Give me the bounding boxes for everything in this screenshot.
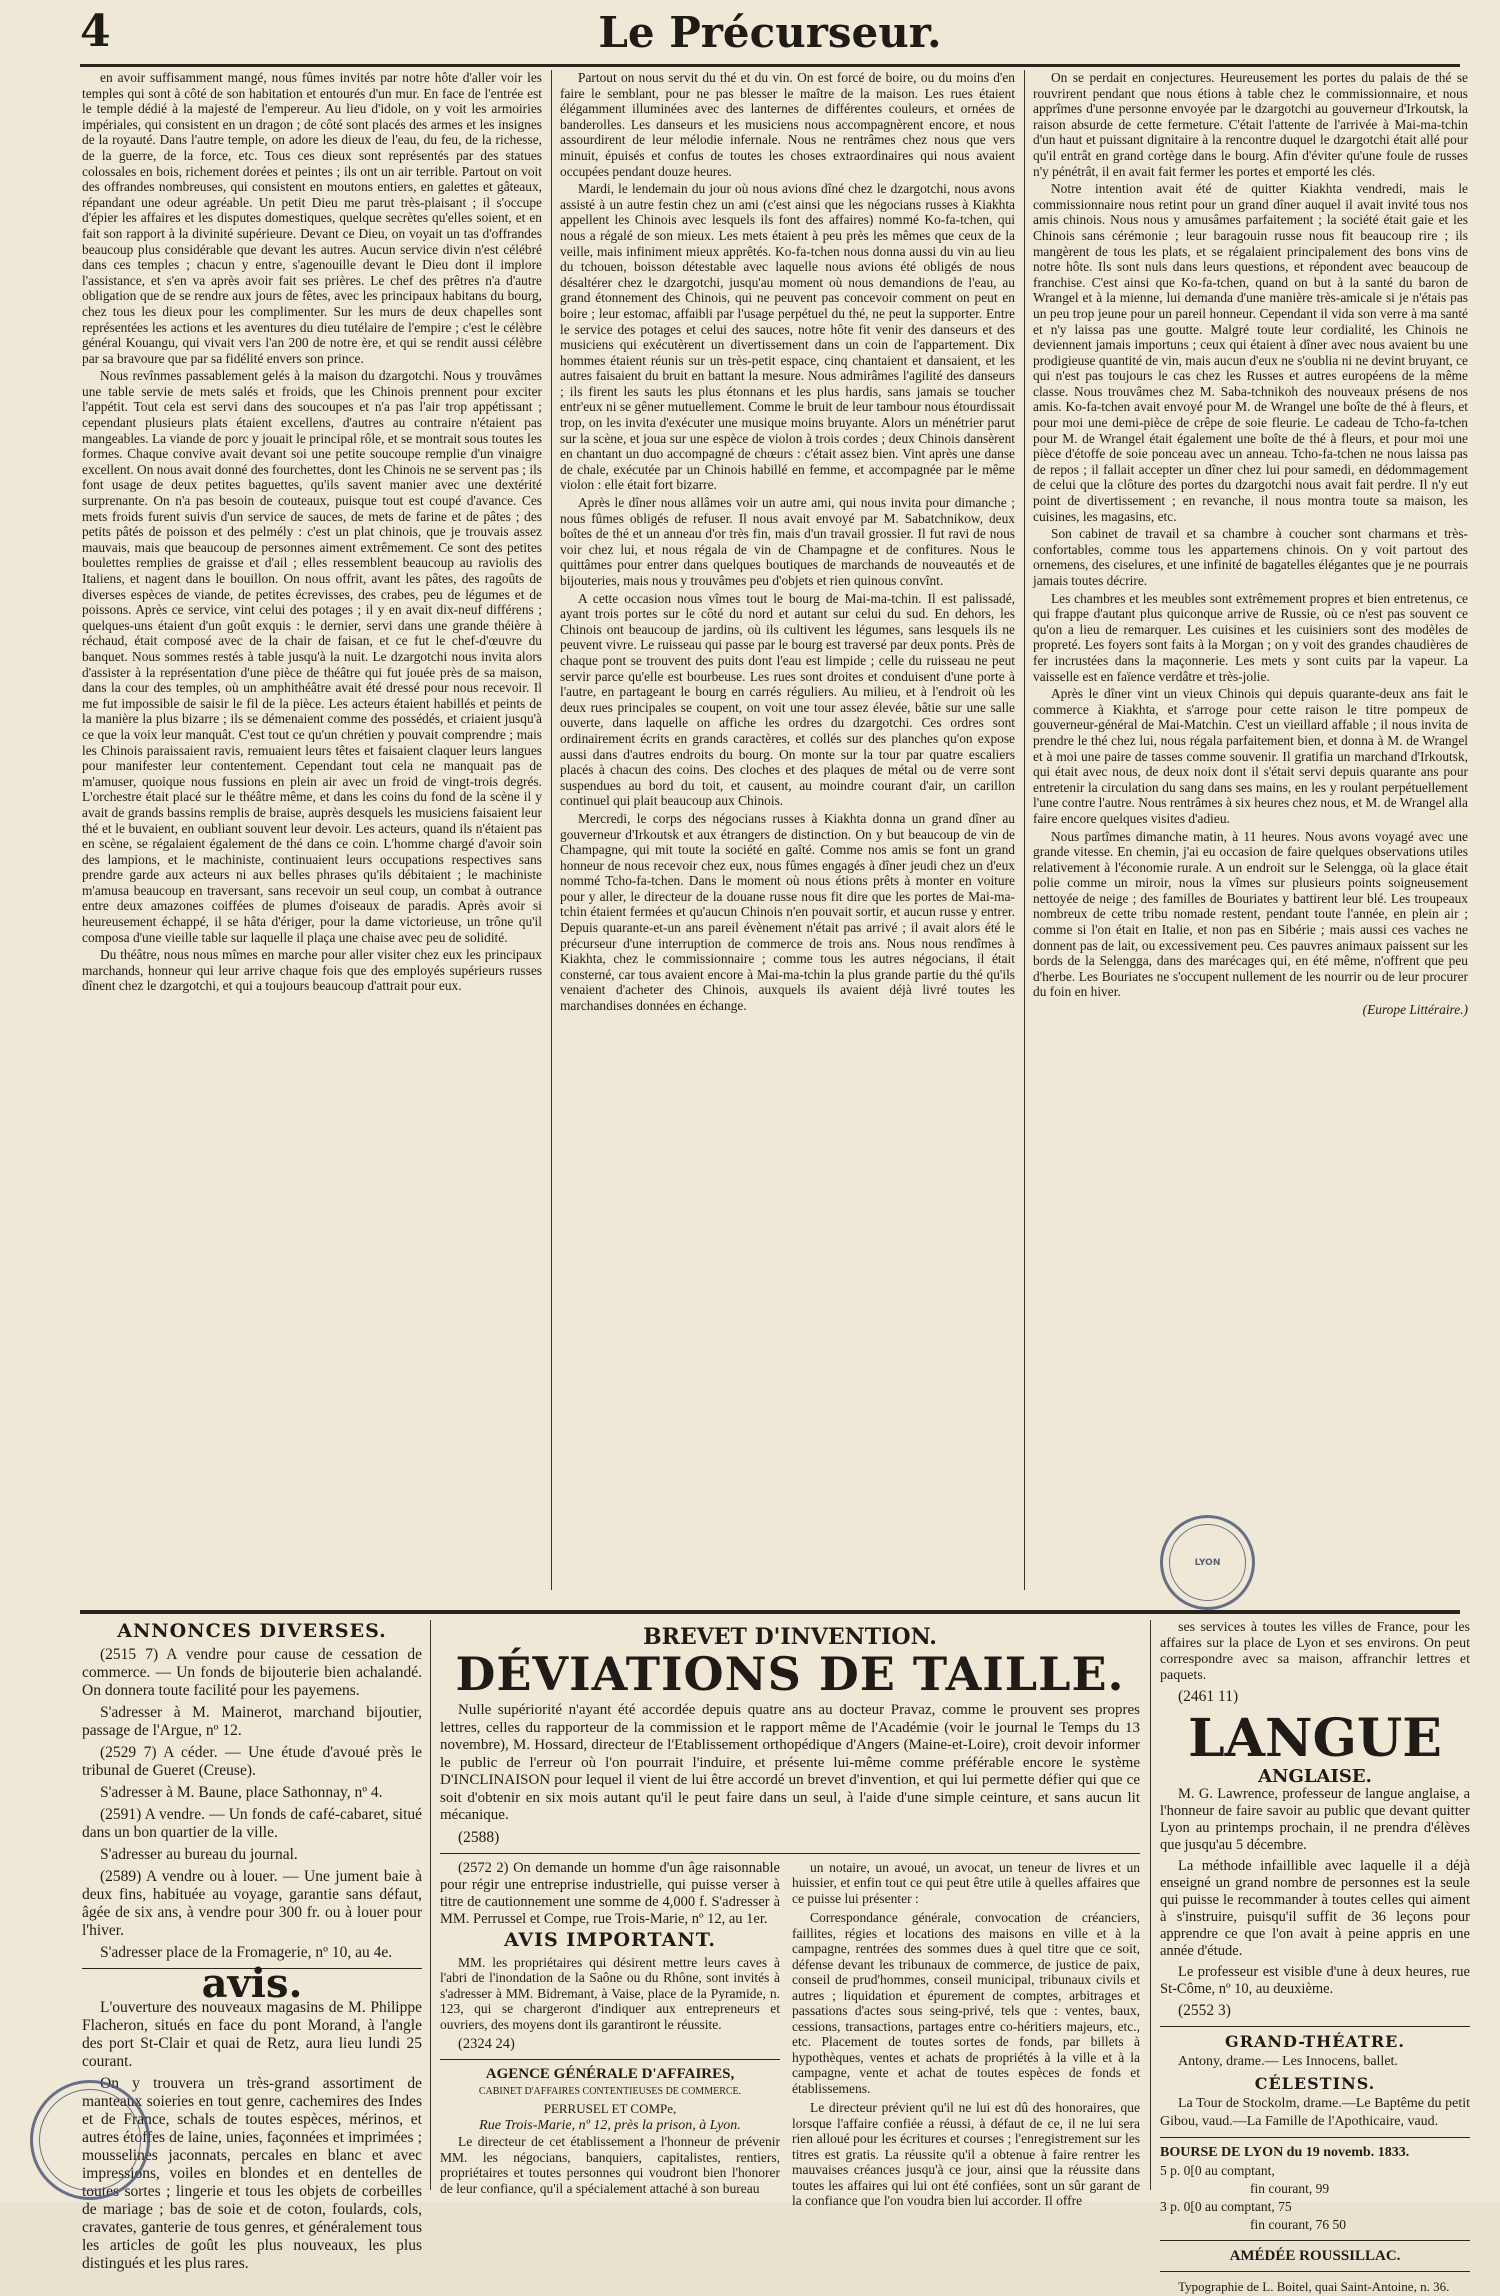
- deviations-text: Nulle supériorité n'ayant été accordée depuis quatre ans au docteur Pravaz, comme le prouvent ses propres lettres, celles du rapporteur de la commission et le rapport même de l'Académie (voir le journal le Temps du 13 novembre), M. Hossard, directeur de l'Etablissement orthopédique d'Angers (Maine-et-Loire), croit devoir informer le public de l'erreur où l'on pourrait l'induire, et présente lui-même comme préférable encore le système D'INCLINAISON pour lequel il vient de lui être accordé un brevet d'invention, et qui lui permette défier qui que ce soit d'obtenir en six mois autant qu'il le peut faire dans un seul, à l'aide d'une simple ceinture, et sans aucun lit mécanique.: [440, 1702, 1140, 1823]
- ad-reference: (2461 11): [1178, 1688, 1239, 1705]
- ad-reference: (2552 3): [1178, 2002, 1231, 2019]
- bourse-heading: BOURSE DE LYON du 19 novemb. 1833.: [1160, 2145, 1410, 2160]
- bourse-row: 5 p. 0[0 au comptant,: [1160, 2163, 1275, 2178]
- column-divider: [430, 1620, 431, 2190]
- article-signature: (Europe Littéraire.): [1362, 1002, 1468, 1018]
- article-paragraph: Mercredi, le corps des négocians russes à Kiakhta donna un grand dîner au gouverneur d'Irkoutsk et aux étrangers de distinction. On y but beaucoup de vin de Champagne, qui mit toute la société en gaîté. Comme nos amis se font un grand honneur de nous recevoir chez eux, nous fûmes engagés à dîner jeudi chez un d'eux nommé Tcho-fa-tchen. Dans le moment où nous étions prêts à monter en voiture pour y aller, le directeur de la douane russe nous fit dire que les portes de Mai-ma-tchin étaient fermées et qu'aucun Chinois n'en pouvait sortir, et aucun russe y entrer. Depuis quarante-et-un ans pareil évènement n'était pas arrivé ; il avait alors été le précurseur d'une interruption de commerce de trois ans. Nous nous rendîmes à Kiakhta, chez le commissionnaire ; comme tous les autres négocians, il était consterné, car tous avaient encore à Mai-ma-tchin la plus grande partie du thé qu'ils venaient d'acheter des Chinois, auxquels ils avaient déjà livré toutes les marchandises données en échange.: [560, 810, 1015, 1014]
- ad-item: S'adresser au bureau du journal.: [100, 1846, 298, 1863]
- ad-item: S'adresser à M. Mainerot, marchand bijoutier, passage de l'Argue, nº 12.: [82, 1704, 422, 1739]
- article-column-1: [82, 70, 542, 1590]
- agence-final-text: ses services à toutes les villes de France, pour les affaires sur la place de Lyon et ses environs. On peut correspondre avec sa maison, affranchir lettres et paquets.: [1160, 1620, 1470, 1683]
- ad-item: S'adresser à M. Baune, place Sathonnay, nº 4.: [100, 1784, 383, 1801]
- article-paragraph: Notre intention avait été de quitter Kiakhta vendredi, mais le commissionnaire nous retint pour un grand dîner auquel il avait invité tous nos amis chinois. Nous nous y amusâmes parfaitement ; la société était gaie et les Chinois sans cérémonie ; leur baragouin russe nous fit beaucoup rire ; ils mangèrent de tous les plats, et se régalaient principalement des bons vins de notre hôte. Ils sont nuls dans leurs questions, et répondent avec beaucoup de franchise. C'est ainsi que Ko-fa-tchen, quand on but à la santé du baron de Wrangel et à la mienne, lui demanda d'une manière très-amicale si je n'étais pas un peu trop jeune pour un pareil honneur. Cependant il vida son verre à ma santé et n'y laissa pas une goutte. Malgré toute leur cordialité, les Chinois ne deviennent jamais importuns ; ceux qui étaient à dîner avec nous avaient bu une prodigieuse quantité de vin, mais aucun d'eux ne s'oublia ni ne devint bruyant, ce qui n'est pas toujours le cas chez les Russes et autres européens de la même classe. Nous trouvâmes chez M. Saba-tchnikoh des nouveaux présens de nos amis. Ko-fa-tchen avait envoyé pour M. de Wrangel une boîte de thé à fleurs, et pour moi une demi-pièce de crêpe de soie fleurie. Le cadeau de Tcho-fa-tchen pour M. de Wrangel était également une boîte de thé à fleurs, et pour moi une pièce d'étoffe de soie ponceau avec un anneau. Tcho-fa-tchen ne nous laissa pas de repos ; il fallait accepter un dîner chez lui pour samedi, en dédommagement de celui que la clôture des portes du dzargotchi nous avait fait perdre. Il n'y eut point de divertissement ; en revanche, il nous montra toute sa maison, les cuisines, les magasins, etc.: [1033, 181, 1468, 524]
- langue-paragraph: La méthode infaillible avec laquelle il a déjà enseigné un grand nombre de personnes est la seule qui puisse le recommander à toutes celles qui aiment à s'instruire, puisqu'il suffit de 36 leçons pour apprendre ce que l'on avait à peine appris en une année d'étude.: [1160, 1858, 1470, 1959]
- bourse-row: 3 p. 0[0 au comptant, 75: [1160, 2199, 1292, 2214]
- avis-paragraph: L'ouverture des nouveaux magasins de M. Philippe Flacheron, situés en face du pont Morand, à l'angle des port St-Clair et quai de Retz, aura lieu lundi 25 courant.: [82, 1999, 422, 2070]
- avis-important-text: MM. les propriétaires qui désirent mettre leurs caves à l'abri de l'inondation de la Saône ou du Rhône, sont invités à s'adresser à MM. Bidremant, à Vaise, place de la Pyramide, n. 123, qui se chargeront d'indiquer aux entrepreneurs et ouvriers, des moyens dont ils garantiront le réussite.: [440, 1954, 780, 2032]
- article-column-2: [560, 70, 1015, 1590]
- article-paragraph: A cette occasion nous vîmes tout le bourg de Mai-ma-tchin. Il est palissadé, ayant trois portes sur le côté du nord et autant sur celui du sud. En dehors, les Chinois ont beaucoup de jardins, où ils cultivent les légumes, sans lesquels ils ne peuvent vivre. Le ruisseau qui passe par le bourg est traversé par deux ponts. Près de chaque pont se trouvent des puits dont l'eau est limpide ; celle du ruisseau ne peut servir parce qu'elle est bourbeuse. Les rues sont droites et conduisent d'une porte à l'autre, en partageant le bourg en carrés réguliers. Au milieu, et à l'endroit où les deux rues principales se coupent, on voit une tour assez élevée, bâtie sur une salle ouverte, dans laquelle on affiche les ordres du dzargotchi. Ces ordres sont ordinairement écrits en grands caractères, et collés sur des planches qu'on expose aussi dans d'autres endroits du bourg. On monte sur la tour par quatre escaliers placés à chacun des coins. Des cloches et des plaques de métal ou de verre sont suspendues au bord du toit, et causent, au moindre courant d'air, un carillon continuel qui plait beaucoup aux Chinois.: [560, 590, 1015, 809]
- avis-paragraph: On y trouvera un très-grand assortiment de manteaux soieries en tout genre, cachemires des Indes et de France, schals de toutes espèces, mérinos, et autres étoffes de laine, unies, façonnées et imprimées ; mousselines jaconnats, percales en blanc et avec impressions, voiles en blondes et en dentelles de toutes sortes ; lingerie et tous les objets de corbeilles de mariage ; bas de soie et de coton, foulards, cols, cravates, ganterie de tous genres, et généralement tous les articles de goût les plus nouveaux, les plus distingués et les plus rares.: [82, 2075, 422, 2272]
- ad-divider: [440, 2059, 780, 2060]
- annonces-heading: ANNONCES DIVERSES.: [117, 1620, 387, 1642]
- celestins-heading: CÉLESTINS.: [1254, 2074, 1376, 2093]
- library-stamp-icon: [1160, 1515, 1255, 1610]
- agence-subheading: CABINET D'AFFAIRES CONTENTIEUSES DE COMMERCE.: [478, 2086, 742, 2097]
- article-paragraph: Après le dîner vint un vieux Chinois qui depuis quarante-deux ans fait le commerce à Kiakhta, et s'arroge pour cette raison le titre pompeux de gouverneur-général de Mai-Matchin. C'est un vieillard affable ; il nous invita de prendre le thé chez lui, nous régala parfaitement bien, et donna à M. de Wrangel et à moi une paire de tasses comme souvenir. Il gratifia un marchand d'Irkoutsk, qui était avec nous, de deux noix dont il s'était servi depuis quarante ans pour entretenir la circulation du sang dans ses mains, en les y roulant perpétuellement l'une contre l'autre. Nous rentrâmes à six heures chez nous, et M. de Wrangel alla faire encore quelques visites d'adieu.: [1033, 686, 1468, 826]
- column-divider: [1150, 1620, 1151, 2190]
- theatre-heading: GRAND-THÉATRE.: [1225, 2032, 1405, 2051]
- ad-divider: [1160, 2137, 1470, 2138]
- ads-column-2: [440, 1620, 1140, 2208]
- avis-important-heading: AVIS IMPORTANT.: [503, 1928, 717, 1951]
- brevet-heading: BREVET D'INVENTION.: [643, 1624, 937, 1650]
- langue-paragraph: Le professeur est visible d'une à deux heures, rue St-Côme, nº 10, au deuxième.: [1160, 1964, 1470, 1997]
- agence-name: PERRUSEL ET COMPe,: [543, 2101, 677, 2116]
- agence-text-continued: Le directeur prévient qu'il ne lui est dû des honoraires, que lorsque l'affaire confiée a réussi, à défaut de ce, il ne lui sera rien alloué pour les écritures et courses ; l'enregistrement sur les titres est gratis. La réussite qu'il a obtenue à faire rentrer les mauvaises créances jusqu'à ce jour, ainsi que la réussite dans toutes les affaires qui lui ont été confiées, sont un sûr garant de la confiance que l'on voudra bien lui accorder. Il offre: [792, 2100, 1140, 2208]
- ad-item: (2589) A vendre ou à louer. — Une jument baie à deux fins, habituée au voyage, garantie sans défaut, âgée de six ans, à vendre pour 300 fr. ou à louer pour l'hiver.: [82, 1868, 422, 1939]
- article-paragraph: Du théâtre, nous nous mîmes en marche pour aller visiter chez eux les principaux marchands, honneur qui leur arrive chaque fois que des employés supérieurs russes dînent chez le dzargotchi, et qui a toujours beaucoup d'attrait pour eux.: [82, 947, 542, 994]
- seal-stamp-icon: [30, 2080, 150, 2200]
- section-rule: [80, 1610, 1460, 1614]
- ad-reference: (2588): [458, 1828, 500, 1846]
- stamp-ring: [1169, 1524, 1246, 1601]
- article-paragraph: Les chambres et les meubles sont extrêmement propres et bien entretenus, ce qui frappe d'autant plus quiconque arrive de Russie, où ce n'est pas souvent ce qu'on a lieu de remarquer. Les cuisines et les cuisiniers sont des modèles de propreté. Les foyers sont faits à la Morgan ; on y voit des grandes chaudières de fer incrustées dans la maçonnerie. Les mets y sont cuits par la vapeur. La vaisselle est en faïence verdâtre et très-jolie.: [1033, 590, 1468, 684]
- agence-text-continued: Correspondance générale, convocation de créanciers, faillites, régies et locations des maisons en ville et à la campagne, rentrées des sommes dues à quel titre que ce soit, défense devant les tribunaux de commerce, de justice de paix, conseil de prud'hommes, conseil municipal, tribunaux civils et autres ; liquidation et épurement de comptes, arbitrages et passations d'actes sous seing-privé, tels que : ventes, baux, cessions, transactions, partages entre co-héritiers majeurs, etc., etc. Placement de toutes sortes de fonds, par billets à hypothèques, ventes et achats de propriétés à la ville et à la campagne, vente et achat de toutes espèces de fonds et établissemens.: [792, 1910, 1140, 2096]
- article-paragraph: Partout on nous servit du thé et du vin. On est forcé de boire, ou du moins d'en faire le semblant, pour ne pas blesser le maître de la maison. Les rues étaient élégamment illuminées avec des lanternes de différentes couleurs, et ornées de banderolles. Les danseurs et les musiciens nous accompagnèrent encore, et nous assourdirent de leur mélodie infernale. Nous ne rentrâmes chez nous que vers minuit, épuisés et confus de toutes les choses extraordinaires qui nous avaient occupées pendant douze heures.: [560, 70, 1015, 179]
- bourse-row: fin courant, 99: [1250, 2181, 1330, 2196]
- newspaper-title: Le Précurseur.: [598, 8, 942, 57]
- ad-divider: [1160, 2240, 1470, 2241]
- celestins-text: La Tour de Stockolm, drame.—Le Baptême du petit Gibou, vaud.—La Famille de l'Apothicaire, vaud.: [1160, 2096, 1470, 2129]
- article-paragraph: en avoir suffisamment mangé, nous fûmes invités par notre hôte d'aller voir les temples qui sont à côté de son habitation et entourés d'un mur. En face de l'entrée est le temple dédié à la majesté de l'empereur. Au lieu d'idole, on y voit les armoiries impériales, qui consistent en un dragon ; de côté sont placés des armes et les insignes de la royauté. Dans l'autre temple, on adore les dieux de l'eau, du feu, de la richesse, de la guerre, de la force, etc. Tous ces dieux sont représentés par des statues colossales en bois, richement dorées et peintes ; ils ont un air terrible. Partout on voit des offrandes nombreuses, qui consistent en moutons entiers, en galettes et gâteaux, répandant une odeur agréable. Un petit Dieu me parut très-plaisant ; il s'occupe d'épier les affaires et les disputes domestiques, quelque secrètes qu'elles soient, et en fait son rapport à la divinité supérieure. Devant ce Dieu, on voyait un tas d'offrandes beaucoup plus considérable que devant les autres. Aucun service divin n'est célébré dans ces temples ; chacun y entre, s'agenouille devant le Dieu dont il implore l'assistance, et s'en va après avoir fait ses prières. Le chef des prêtres n'a d'autre obligation que de se rendre aux jours de fêtes, avec les principaux habitans du bourg, chez tous les dieux pour les complimenter. Sur les murs de deux chapelles sont représentées les actions et les aventures du dieu tutélaire de l'empire ; c'est le célèbre général Kouangu, qui vivait vers l'an 200 de notre ère, et qui se rendit aussi célèbre par sa bravoure que par sa fidélité envers son prince.: [82, 70, 542, 366]
- article-paragraph: Après le dîner nous allâmes voir un autre ami, qui nous invita pour dimanche ; nous fûmes obligés de refuser. Il nous avait envoyé par M. Sabatchnikow, deux boîtes de thé et un anneau d'or très fin, mais d'un travail grossier. Il fut ravi de nous voir chez lui, et nous régala de vin de Champagne et de confitures. Nous le quittâmes pour entrer dans quelques boutiques de marchands de nouveautés et de bijouteries, mais nous y trouvâmes peu d'objets et rien quinous convînt.: [560, 495, 1015, 588]
- editor-name: AMÉDÉE ROUSSILLAC.: [1229, 2248, 1401, 2264]
- demande-text: (2572 2) On demande un homme d'un âge raisonnable pour régir une entreprise industrielle, qui puisse verser à titre de cautionnement une somme de 4,000 f. S'adresser à MM. Perrussel et Compe, rue Trois-Marie, nº 12, au 1er.: [440, 1859, 780, 1927]
- ads-column-3: [1160, 1620, 1470, 2294]
- ads-subcolumn-right: [792, 1860, 1140, 2213]
- column-divider: [551, 70, 552, 1590]
- article-paragraph: Nous partîmes dimanche matin, à 11 heures. Nous avons voyagé avec une grande vitesse. En chemin, j'ai eu occasion de faire quelques observations utiles relativement à l'économie rurale. A un endroit sur le Selengga, où la glace était polie comme un miroir, nous la vîmes sur plusieurs points soigneusement nettoyée de neige ; des familles de Bouriates y battirent leur blé. Les troupeaux nombreux de cette tribu nomade restent, pendant toute l'année, en plein air ; comme si l'on était en Italie, et non pas en Sibérie ; mais aussi ces vaches ne donnent pas de lait, ou excessivement peu. Ces pauvres animaux paissent sur les bords de la Selengga, dans des marécages qui, en été même, n'offrent que peu d'herbe. Les Bouriates ne s'occupent nullement de les nourrir ou de leur procurer du foin en hiver.: [1033, 828, 1468, 1000]
- article-paragraph: Son cabinet de travail et sa chambre à coucher sont charmans et très-confortables, comme tous les appartemens chinois. On y voit partout des ornemens, des ciselures, et une infinité de bagatelles élégantes que je ne pourrais jamais toutes décrire.: [1033, 526, 1468, 588]
- article-paragraph: Mardi, le lendemain du jour où nous avions dîné chez le dzargotchi, nous avons assisté à un autre festin chez un ami (c'est ainsi que les négocians russes à Kiakhta appellent les Chinois avec lesquels ils font des affaires) nommé Ko-fa-tchen, qui nous a régalé de son mieux. Les mets étaient à peu près les mêmes que ceux de la veille, mais infiniment mieux apprêtés. Ko-fa-tchen nous donna aussi du vin au lieu du tchouen, boisson détestable avec laquelle nous avions été obligés de nous désaltérer chez le dzargotchi, jusqu'au moment où nous demandions de l'eau, au grand étonnement des Chinois, qui ne peuvent pas concevoir comment on peut en boire ; leur estomac, affaibli par l'usage perpétuel du thé, ne peut la supporter. Entre le service des potages et celui des sauces, notre hôte fit venir des danseurs et des musiciens qui exécutèrent un divertissement dans un coin de l'appartement. Dix hommes étaient réunis sur un très-petit espace, cinq chantaient et dansaient, et les autres faisaient du bruit en battant la mesure. Nous admirâmes l'agilité des danseurs ; ils firent les sauts les plus étonnans et les plus hardis, sans jamais se toucher entr'eux ni se gêner mutuellement. Comme le bruit de leur tambour nous étourdissait trop, on les invita d'exécuter une musique moins bruyante. Alors un ménétrier parut sur la scène, et joua sur une espèce de violon à trois cordes ; deux Chinois dansèrent en chantant un duo accompagné de chœurs : c'était assez bien. Vint après une danse de chale, exécutée par un Chinois habillé en femme, et accompagnée par le même violon : elle était fort bizarre.: [560, 181, 1015, 493]
- deviations-title: DÉVIATIONS DE TAILLE.: [455, 1647, 1125, 1701]
- ad-item: (2591) A vendre. — Un fonds de café-cabaret, situé dans un bon quartier de la ville.: [82, 1806, 422, 1841]
- header-rule: [80, 64, 1460, 67]
- theatre-text: Antony, drame.— Les Innocens, ballet.: [1178, 2054, 1398, 2069]
- langue-title: LANGUE: [1188, 1708, 1442, 1769]
- avis-heading: avis.: [201, 1960, 303, 2007]
- ads-subcolumn-left: [440, 1860, 780, 2213]
- ad-item: S'adresser place de la Fromagerie, nº 10, au 4e.: [100, 1944, 393, 1961]
- ad-divider: [1160, 2271, 1470, 2272]
- anglaise-subtitle: ANGLAISE.: [1258, 1766, 1372, 1787]
- article-paragraph: On se perdait en conjectures. Heureusement les portes du palais de thé se rouvrirent pendant que nous étions à table chez le commissionnaire, et nous apprîmes d'une personne envoyée par le dzargotchi au gouverneur d'Irkoutsk, la raison absurde de cette fermeture. C'était l'attente de l'arrivée à Mai-ma-tchin d'un haut et puissant dignitaire à la rencontre duquel le dzargotchi était allé pour qu'il entrât en grand cortège dans le bourg. Afin d'éviter qu'une foule de russes n'y pénétrât, il en avait fait fermer les portes et emporté les clés.: [1033, 70, 1468, 179]
- ads-subcolumns: [440, 1860, 1140, 2213]
- agence-text: Le directeur de cet établissement a l'honneur de prévenir MM. les négocians, banquiers, capitalistes, rentiers, propriétaires et toutes personnes qui voudront bien l'honorer de leur confiance, qu'il a spécialement attaché à son bureau: [440, 2134, 780, 2196]
- ad-item: (2529 7) A céder. — Une étude d'avoué près le tribunal de Gueret (Creuse).: [82, 1744, 422, 1779]
- article-paragraph: Nous revînmes passablement gelés à la maison du dzargotchi. Nous y trouvâmes une table servie de mets salés et froids, que les Chinois prennent pour exciter l'appétit. Tout cela est servi dans des soucoupes et n'a pas l'air trop appétissant ; cependant plusieurs plats étaient excellens, d'autres au contraire n'étaient pas mangeables. La viande de porc y jouait le principal rôle, et se montrait sous toutes les formes. Chaque convive avait devant soi une petite soucoupe remplie d'un vinaigre excellent. On nous avait donné des fourchettes, dont les Chinois ne se servent pas ; ils font usage de deux petites baguettes, qu'ils savent manier avec une dextérité surprenante. On n'a pas besoin de couteaux, puisque tout est coupé d'avance. Ces mets froids furent suivis d'un service de sauces, de mets de farine et de pâtes ; des petits pâtés de poisson et des pelmély : c'est un plat chinois, que je trouvais assez mauvais, mais que beaucoup de personnes aiment extrêmement. Ce sont des petites boulettes remplies de graisse et d'ail ; elles ressemblent beaucoup au raviolis des Italiens, et nagent dans le bouillon. On nous offrit, avant les pâtes, des ragoûts de diverses espèces de viande, de petites écrevisses, des crabes, peu de légumes et de poissons. Après ce service, vint celui des potages ; il y en avait dix-neuf différens ; quelques-uns étaient d'un goût exquis : le dernier, servi dans une grande théière à réchaud, était composé avec de la chair de faisan, et ce fut le chef-d'œuvre du banquet. Nous sommes restés à table jusqu'à la nuit. Le dzargotchi nous invita alors d'assister à la représentation d'une pièce de théâtre qui fut jouée près de sa maison, dans la cour des temples, où un amphithéâtre avait été dressé pour nous recevoir. Il me fut impossible de saisir le fil de la pièce. Les acteurs étaient habillés et peints de la manière la plus bizarre ; ils se démenaient comme des possédés, et criaient jusqu'à ce que la voix leur manquât. C'est tout ce qu'un chrétien y pouvait comprendre ; mais les Chinois paraissaient ravis, remuaient leurs têtes et faisaient claquer leurs langues pour manifester leur contentement. Cependant tout cela ne manquait pas de m'amuser, quoique nous fussions en plein air avec un froid de vingt-trois degrés. L'orchestre était placé sur le théâtre même, et dans les coins du fond de la scène il y avait de grands bassins remplis de braise, auprès desquels les musiciens faisaient leur thé et le buvaient, en oubliant souvent leur devoir. Les acteurs, quand ils n'étaient pas en scène, se régalaient également de thé dans ce coin. L'homme chargé d'avoir soin des lampions, et le machiniste, continuaient leurs occupations respectives sans prendre garde aux acteurs ni aux belles phrases qu'ils débitaient ; le machiniste m'amusa beaucoup en traversant, sans recevoir un seul coup, un combat à outrance entre deux amazones coiffées de plumes d'oiseaux de paradis. Après avoir si heureusement échappé, il se hâta d'ériger, pour la dame victorieuse, un trône qu'il composa d'une vieille table sur laquelle il plaça une chaise avec peu de solidité.: [82, 368, 543, 945]
- ad-item: (2515 7) A vendre pour cause de cessation de commerce. — Un fonds de bijouterie bien achalandé. On donnera toute facilité pour les payemens.: [82, 1646, 422, 1699]
- agence-address: Rue Trois-Marie, nº 12, près la prison, à Lyon.: [479, 2118, 741, 2133]
- ad-divider: [440, 1853, 1140, 1854]
- ad-divider: [1160, 2026, 1470, 2027]
- column-divider: [1024, 70, 1025, 1590]
- bourse-row: fin courant, 76 50: [1250, 2217, 1346, 2232]
- agence-text-continued: un notaire, un avoué, un avocat, un teneur de livres et un huissier, et enfin tout ce qui peut être utile à quelles affaires que ce puisse lui présenter :: [792, 1859, 1140, 1906]
- stamp-text: LYON: [1194, 1557, 1221, 1568]
- stamp-ring: [39, 2089, 141, 2191]
- article-column-3: [1033, 70, 1468, 1590]
- agence-heading: AGENCE GÉNÉRALE D'AFFAIRES,: [485, 2066, 735, 2082]
- langue-paragraph: M. G. Lawrence, professeur de langue anglaise, a l'honneur de faire savoir au public que devant quitter Lyon au printemps prochain, il ne prendra d'élèves que jusqu'au 5 décembre.: [1160, 1786, 1470, 1853]
- page-header: [80, 6, 1460, 62]
- printer-credit: Typographie de L. Boitel, quai Saint-Antoine, n. 36.: [1178, 2279, 1450, 2294]
- ad-reference: (2324 24): [458, 2036, 515, 2052]
- page-number: 4: [80, 6, 111, 57]
